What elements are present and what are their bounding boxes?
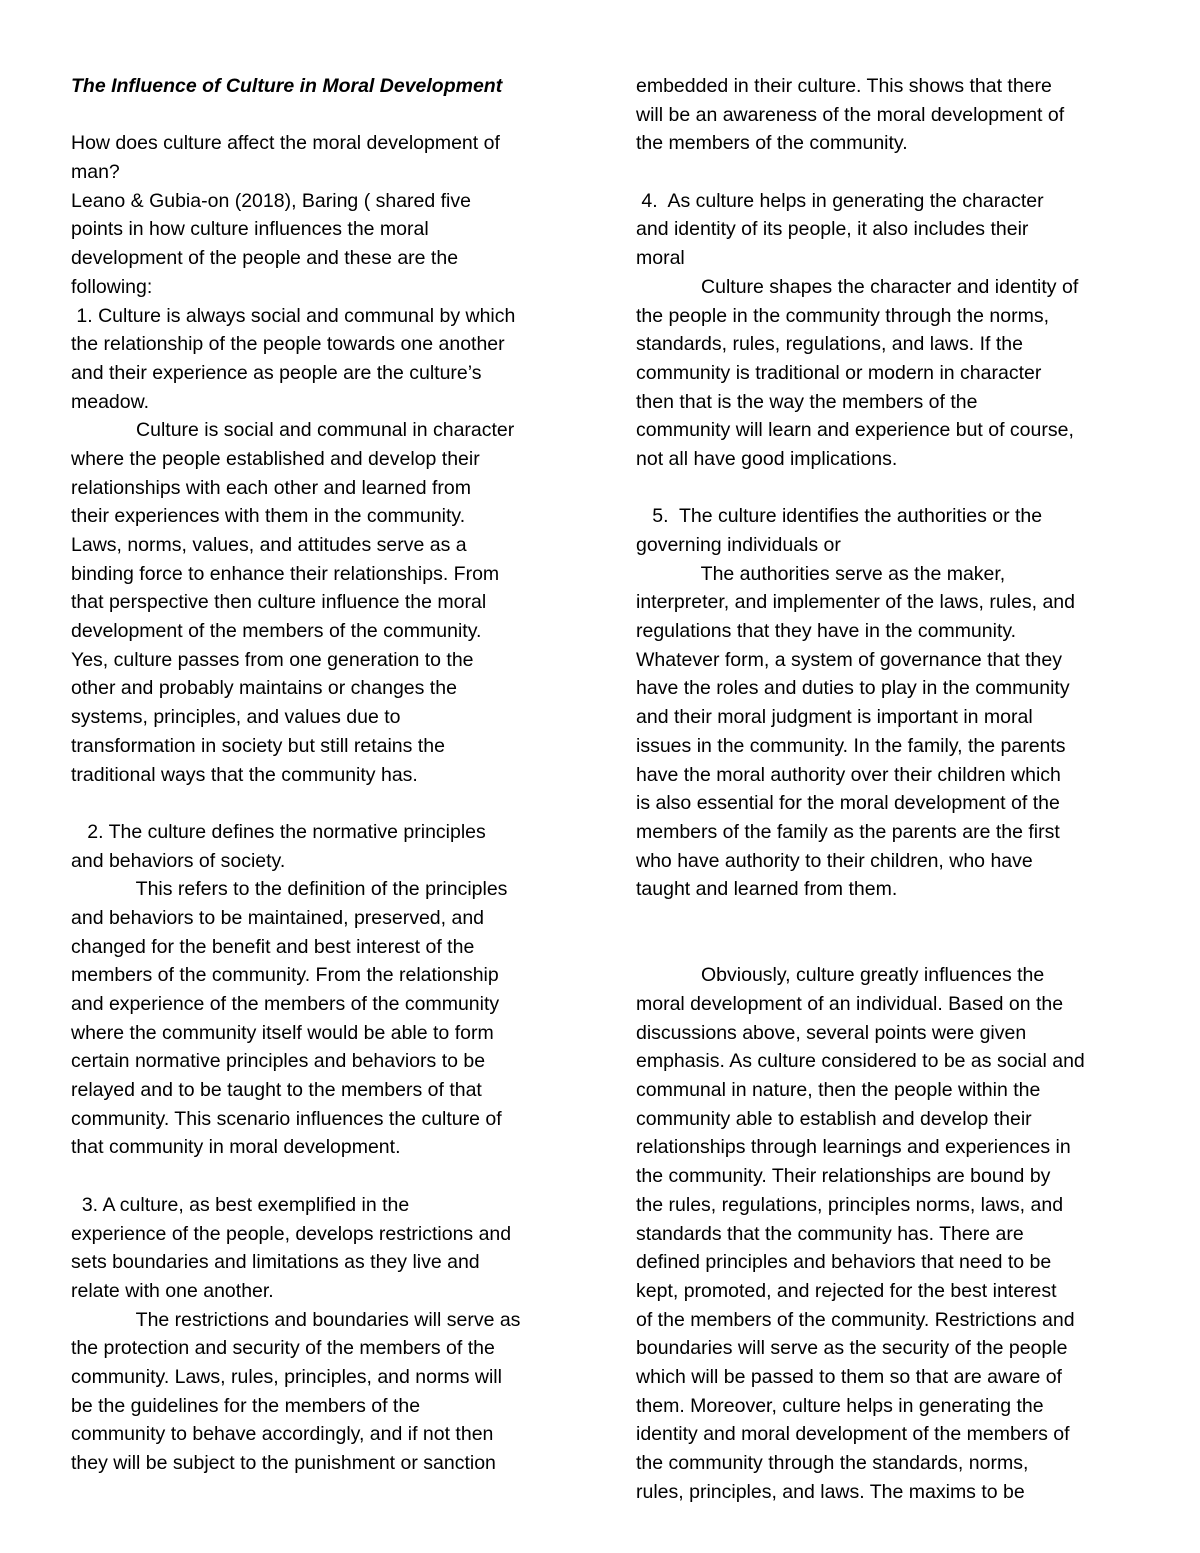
- text-line: certain normative principles and behaviors to be: [71, 1050, 486, 1073]
- text-line: traditional ways that the community has.: [71, 763, 418, 786]
- text-line: standards that the community has. There are: [636, 1222, 1024, 1245]
- right-column: [636, 72, 1136, 1506]
- text-line: taught and learned from them.: [636, 878, 898, 901]
- text-line: relate with one another.: [71, 1279, 274, 1302]
- text-line: rules, principles, and laws. The maxims to be: [636, 1480, 1025, 1503]
- text-line: the relationship of the people towards one another: [71, 333, 505, 356]
- text-line: the members of the community.: [636, 132, 908, 155]
- text-line: binding force to enhance their relationships. From: [71, 562, 500, 585]
- text-line: The restrictions and boundaries will serve as: [71, 1308, 521, 1331]
- text-line: discussions above, several points were given: [636, 1021, 1027, 1044]
- text-line: 5. The culture identifies the authorities or the: [636, 505, 1043, 528]
- text-line: standards, rules, regulations, and laws. If the: [636, 333, 1023, 356]
- text-line: the people in the community through the norms,: [636, 304, 1049, 327]
- text-line: of the members of the community. Restrictions and: [636, 1308, 1075, 1331]
- text-line: members of the community. From the relationship: [71, 964, 499, 987]
- text-line: Culture shapes the character and identity of: [636, 275, 1079, 298]
- text-line: embedded in their culture. This shows that there: [636, 75, 1052, 97]
- text-line: relayed and to be taught to the members of that: [71, 1079, 482, 1102]
- text-line: they will be subject to the punishment or sanction: [71, 1452, 496, 1474]
- text-line: systems, principles, and values due to: [71, 706, 401, 729]
- text-line: Whatever form, a system of governance that they: [636, 648, 1062, 671]
- text-line: community to behave accordingly, and if not then: [71, 1423, 494, 1446]
- text-line: where the people established and develop their: [71, 447, 480, 470]
- text-line: Obviously, culture greatly influences the: [636, 964, 1045, 987]
- text-line: changed for the benefit and best interest of the: [71, 935, 475, 958]
- text-line: Leano & Gubia-on (2018), Baring ( shared five: [71, 189, 471, 212]
- blank-line: [71, 1162, 571, 1191]
- text-line: man?: [71, 161, 120, 184]
- text-line: 2. The culture defines the normative principles: [71, 820, 486, 843]
- document-title: The Influence of Culture in Moral Development: [71, 75, 503, 97]
- text-line: the community through the standards, norms,: [636, 1452, 1029, 1474]
- text-line: 1. Culture is always social and communal by which: [71, 304, 516, 327]
- text-line: interpreter, and implementer of the laws, rules, and: [636, 591, 1075, 614]
- text-line: their experiences with them in the community.: [71, 505, 466, 528]
- text-line: governing individuals or: [636, 534, 841, 556]
- text-line: and behaviors of society.: [71, 849, 286, 872]
- text-line: not all have good implications.: [636, 447, 898, 470]
- blank-line: [636, 933, 1136, 962]
- text-line: How does culture affect the moral development of: [71, 132, 500, 155]
- text-line: development of the members of the community.: [71, 620, 482, 643]
- text-line: be the guidelines for the members of the: [71, 1394, 421, 1417]
- text-line: and experience of the members of the community: [71, 993, 500, 1015]
- blank-line: [71, 789, 571, 818]
- text-line: and identity of its people, it also includes their: [636, 218, 1029, 241]
- text-line: emphasis. As culture considered to be as social and: [636, 1050, 1085, 1073]
- text-line: then that is the way the members of the: [636, 390, 978, 413]
- text-line: community able to establish and develop their: [636, 1107, 1032, 1130]
- text-line: community is traditional or modern in character: [636, 361, 1042, 384]
- text-line: 4. As culture helps in generating the character: [636, 189, 1044, 212]
- text-line: transformation in society but still retains the: [71, 734, 445, 757]
- text-line: boundaries will serve as the security of the people: [636, 1337, 1068, 1360]
- text-line: the rules, regulations, principles norms, laws, and: [636, 1193, 1064, 1216]
- text-line: identity and moral development of the members of: [636, 1423, 1070, 1446]
- text-line: points in how culture influences the moral: [71, 218, 429, 241]
- text-line: the protection and security of the members of the: [71, 1337, 495, 1360]
- text-line: will be an awareness of the moral development of: [636, 103, 1065, 126]
- text-line: development of the people and these are the: [71, 247, 459, 270]
- text-line: and their experience as people are the culture’s: [71, 361, 482, 384]
- text-line: where the community itself would be able to form: [71, 1021, 494, 1044]
- text-line: relationships through learnings and experiences in: [636, 1136, 1071, 1159]
- text-line: moral development of an individual. Based on the: [636, 993, 1064, 1015]
- text-line: moral: [636, 247, 685, 270]
- text-line: community. Laws, rules, principles, and norms will: [71, 1365, 502, 1388]
- text-line: The authorities serve as the maker,: [636, 562, 1006, 585]
- text-line: Culture is social and communal in character: [71, 419, 515, 442]
- text-line: that perspective then culture influence the moral: [71, 591, 487, 614]
- text-line: Laws, norms, values, and attitudes serve as a: [71, 534, 467, 556]
- text-line: the community. Their relationships are bound by: [636, 1165, 1051, 1188]
- text-line: who have authority to their children, who have: [636, 849, 1033, 872]
- blank-line: [636, 474, 1136, 503]
- blank-line: [636, 158, 1136, 187]
- text-line: following:: [71, 275, 153, 298]
- text-line: This refers to the definition of the principles: [71, 878, 508, 901]
- blank-line: [71, 101, 571, 130]
- text-line: which will be passed to them so that are aware of: [636, 1365, 1062, 1388]
- text-line: experience of the people, develops restrictions and: [71, 1222, 512, 1245]
- text-line: relationships with each other and learned from: [71, 476, 471, 499]
- text-line: them. Moreover, culture helps in generating the: [636, 1394, 1044, 1417]
- text-line: have the moral authority over their children which: [636, 763, 1061, 786]
- text-line: meadow.: [71, 390, 150, 413]
- text-line: community. This scenario influences the culture of: [71, 1107, 502, 1130]
- text-line: communal in nature, then the people within the: [636, 1079, 1041, 1102]
- text-line: community will learn and experience but of course,: [636, 419, 1074, 442]
- text-line: have the roles and duties to play in the community: [636, 677, 1070, 700]
- text-line: defined principles and behaviors that need to be: [636, 1251, 1052, 1274]
- left-column: [71, 72, 571, 1478]
- text-line: is also essential for the moral development of the: [636, 792, 1060, 815]
- text-line: sets boundaries and limitations as they live and: [71, 1251, 480, 1274]
- text-line: issues in the community. In the family, the parents: [636, 734, 1066, 757]
- text-line: that community in moral development.: [71, 1136, 401, 1159]
- text-line: members of the family as the parents are the first: [636, 820, 1060, 843]
- text-line: 3. A culture, as best exemplified in the: [71, 1193, 410, 1216]
- text-line: kept, promoted, and rejected for the best interest: [636, 1279, 1057, 1302]
- text-line: other and probably maintains or changes the: [71, 677, 457, 700]
- text-line: regulations that they have in the community.: [636, 620, 1017, 643]
- text-line: and their moral judgment is important in moral: [636, 706, 1033, 729]
- text-line: Yes, culture passes from one generation to the: [71, 648, 474, 671]
- blank-line: [636, 904, 1136, 933]
- text-line: and behaviors to be maintained, preserved, and: [71, 906, 485, 929]
